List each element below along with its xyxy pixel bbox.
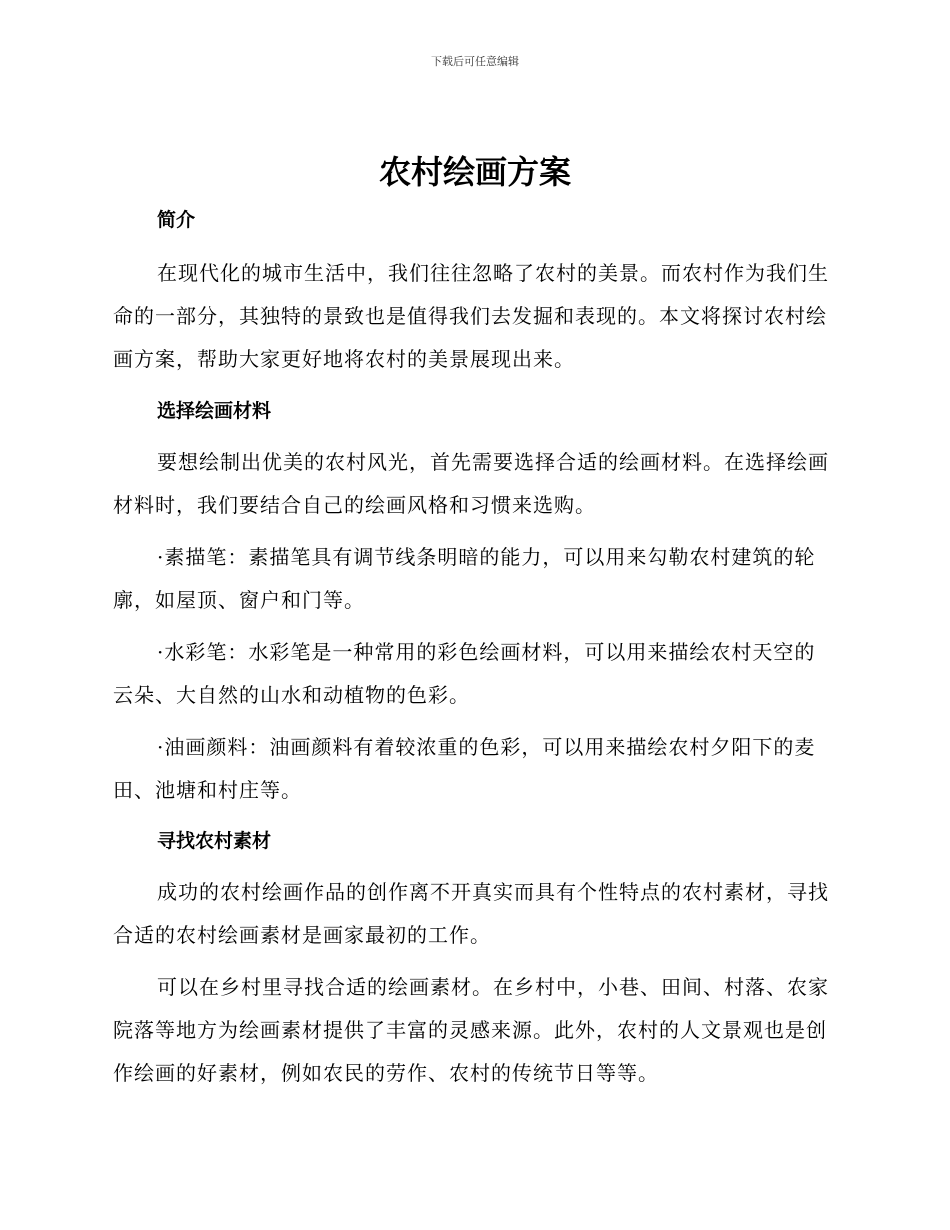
bullet-marker: · [157,640,165,664]
page-header: 下载后可任意编辑 [431,55,519,68]
bullet-item [113,536,833,622]
bullet-text: 油画颜料：油画颜料有着较浓重的色彩，可以用来描绘农村夕阳下的麦田、池塘和村庄等。 [113,735,816,802]
bullet-item [113,631,833,717]
bullet-text: 水彩笔：水彩笔是一种常用的彩色绘画材料，可以用来描绘农村天空的云朵、大自然的山水和动植物的色彩。 [113,640,816,707]
document-title: 农村绘画方案 [378,153,571,191]
materials-paragraph: 要想绘制出优美的农村风光，首先需要选择合适的绘画材料。在选择绘画材料时，我们要结合自己的绘画风格和习惯来选购。 [113,450,829,517]
bullet-text: 素描笔：素描笔具有调节线条明暗的能力，可以用来勾勒农村建筑的轮廓，如屋顶、窗户和门等。 [113,545,816,612]
section-heading-subjects: 寻找农村素材 [157,830,272,852]
bullet-marker: · [157,735,165,759]
bullet-item [113,726,833,812]
intro-paragraph: 在现代化的城市生活中，我们往往忽略了农村的美景。而农村作为我们生命的一部分，其独特的景致也是值得我们去发掘和表现的。本文将探讨农村绘画方案，帮助大家更好地将农村的美景展现出来。 [113,261,829,371]
bullet-marker: · [157,545,165,569]
document-body [113,200,833,1095]
section-heading-intro: 简介 [157,209,196,231]
subjects-paragraph: 可以在乡村里寻找合适的绘画素材。在乡村中，小巷、田间、村落、农家院落等地方为绘画素材提供了丰富的灵感来源。此外，农村的人文景观也是创作绘画的好素材，例如农民的劳作、农村的传统节日等等。 [113,975,829,1085]
subjects-paragraph: 成功的农村绘画作品的创作离不开真实而具有个性特点的农村素材，寻找合适的农村绘画素材是画家最初的工作。 [113,880,829,947]
section-heading-materials: 选择绘画材料 [157,400,272,422]
